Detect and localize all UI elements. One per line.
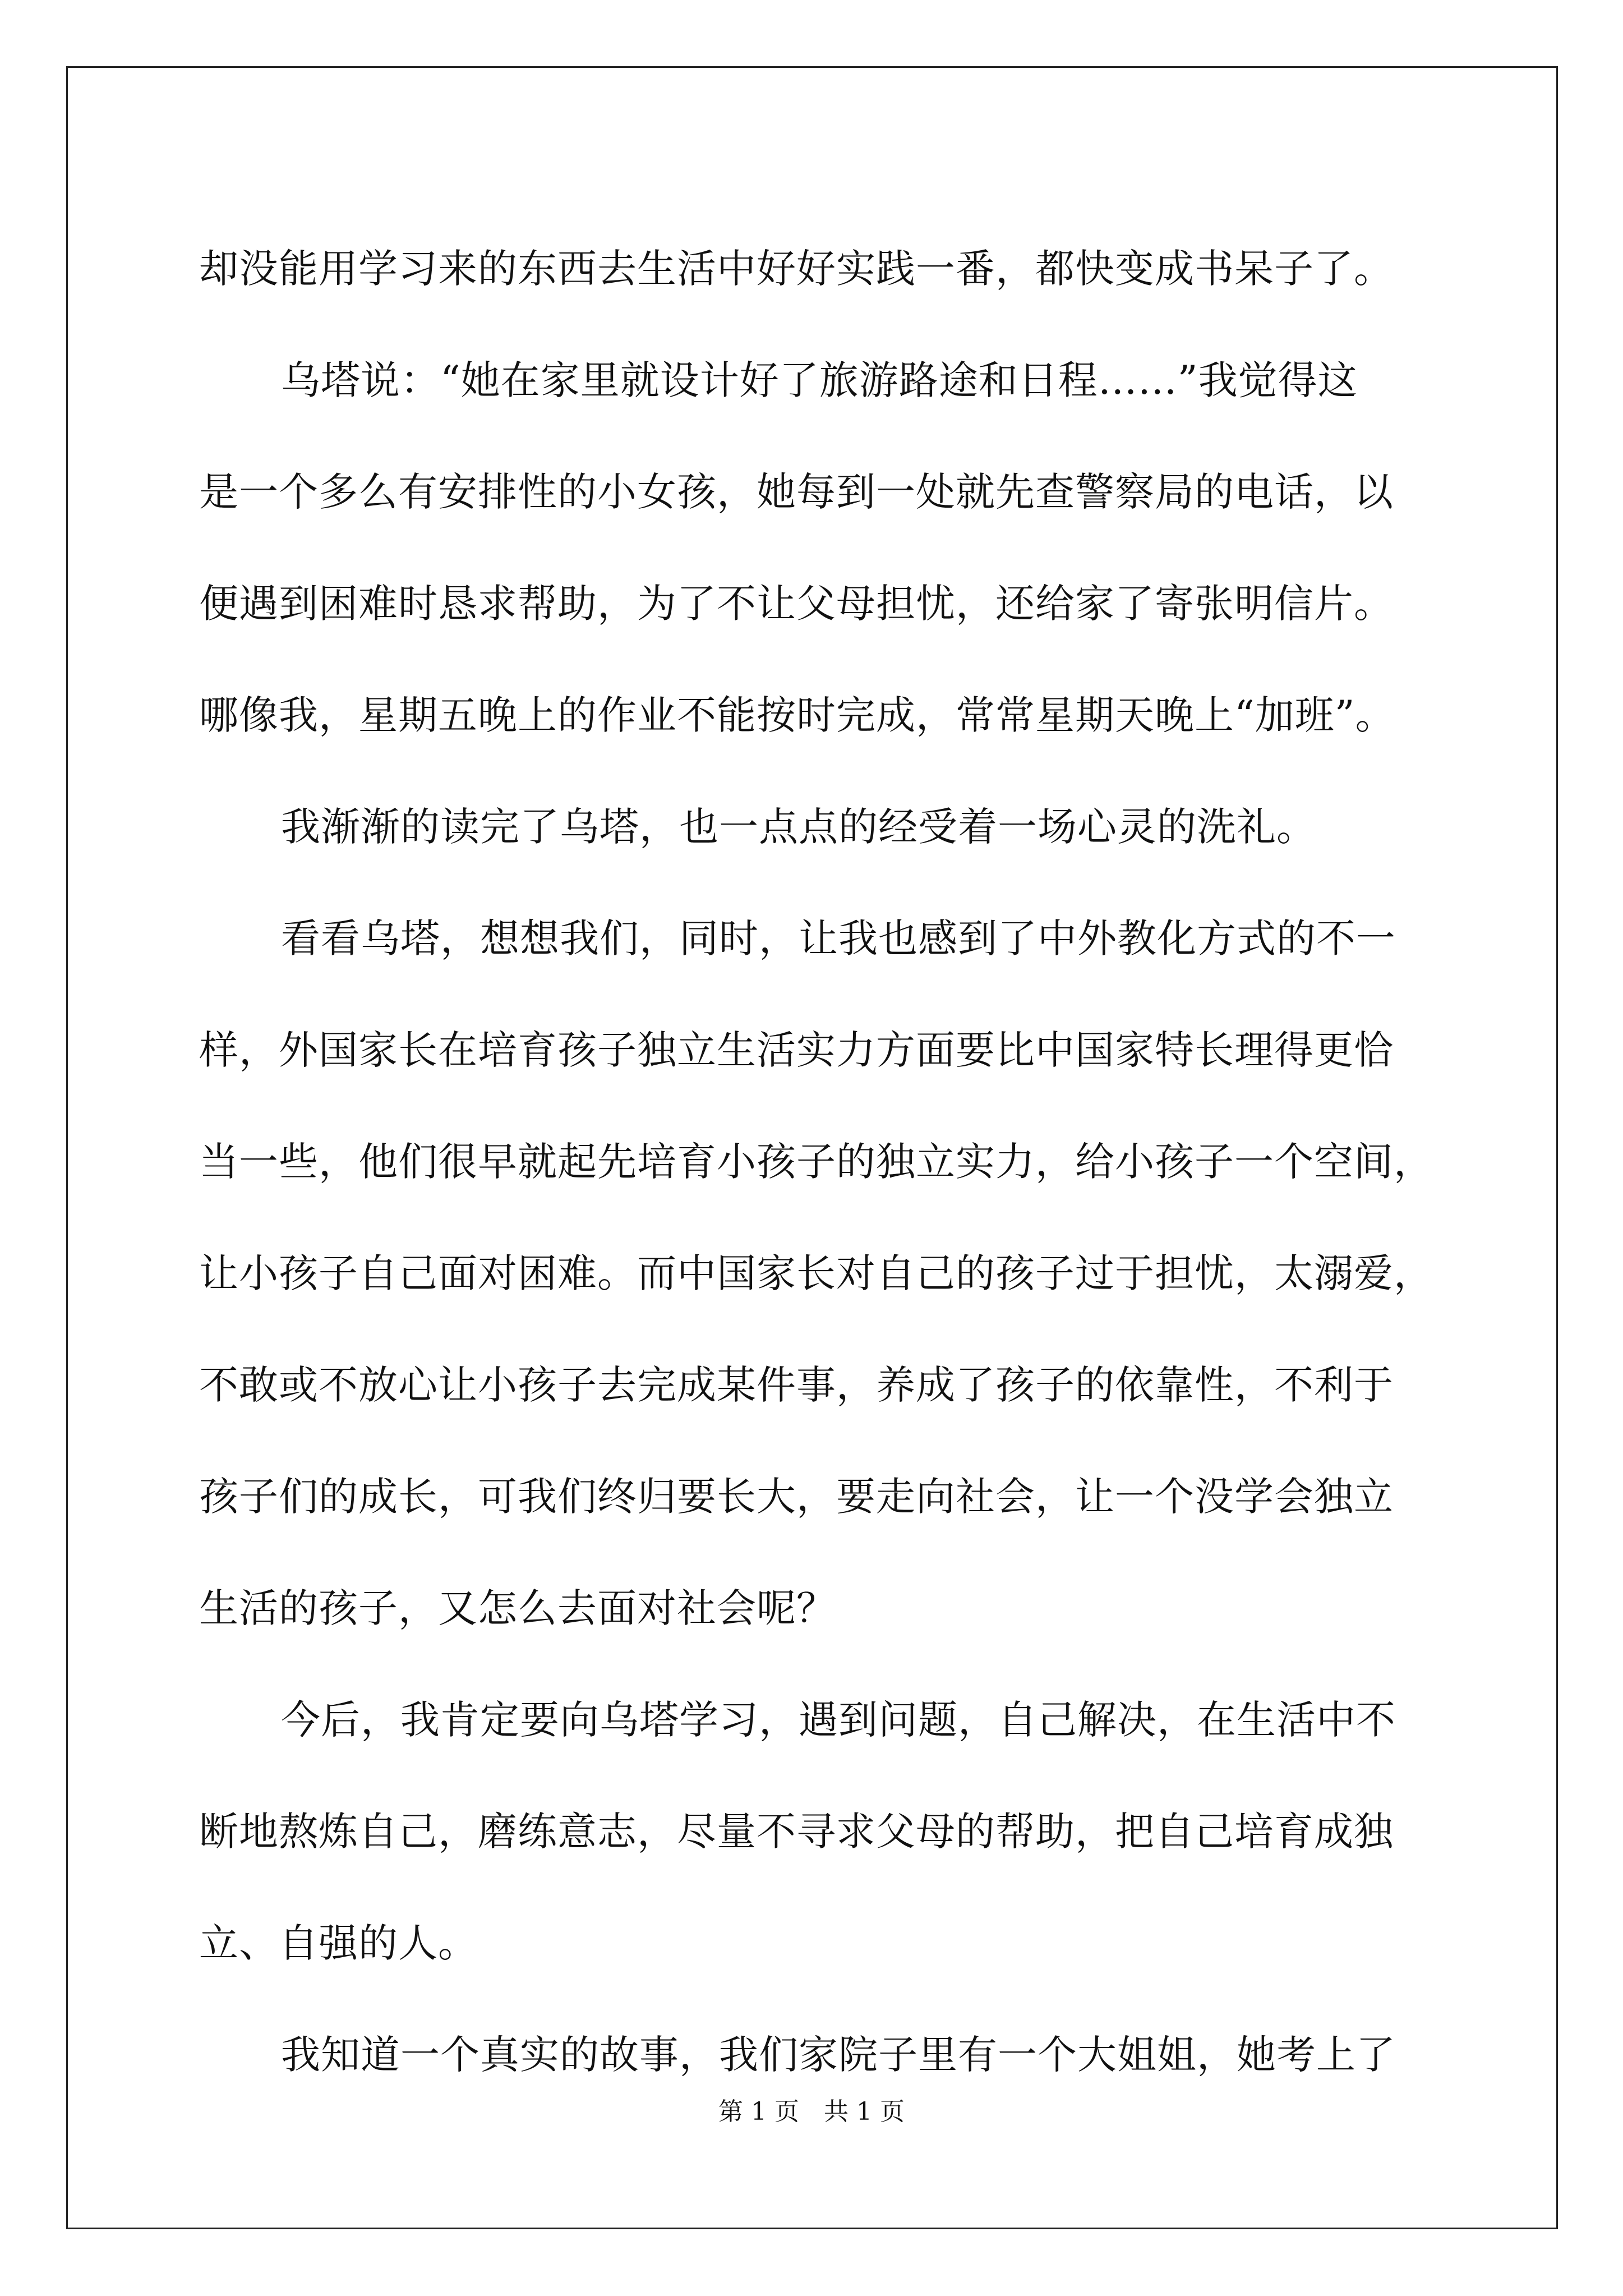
text-line: 便遇到困难时恳求帮助，为了不让父母担忧，还给家了寄张明信片。 (199, 581, 1394, 627)
text-line: 却没能用学习来的东西去生活中好好实践一番，都快变成书呆子了。 (199, 246, 1394, 292)
text-line: 哪像我，星期五晚上的作业不能按时完成，常常星期天晚上“加班”。 (199, 692, 1395, 738)
text-line: 样，外国家长在培育孩子独立生活实力方面要比中国家特长理得更恰 (199, 1027, 1394, 1073)
text-line: 今后，我肯定要向乌塔学习，遇到问题，自己解决，在生活中不 (281, 1697, 1396, 1743)
text-line: 看看乌塔，想想我们，同时，让我也感到了中外教化方式的不一 (281, 915, 1396, 961)
text-line: 断地熬炼自己，磨练意志，尽量不寻求父母的帮助，把自己培育成独 (199, 1809, 1394, 1855)
text-line: 让小孩子自己面对困难。而中国家长对自己的孩子过于担忧，太溺爱， (199, 1250, 1433, 1296)
text-line: 不敢或不放心让小孩子去完成某件事，养成了孩子的依靠性，不利于 (199, 1362, 1394, 1408)
text-line: 立、自强的人。 (199, 1920, 478, 1966)
text-line: 生活的孩子，又怎么去面对社会呢？ (199, 1585, 836, 1631)
text-line: 当一些，他们很早就起先培育小孩子的独立实力，给小孩子一个空间， (199, 1139, 1433, 1185)
page-footer: 第 1 页 共 1 页 (718, 2097, 905, 2126)
text-line: 是一个多么有安排性的小女孩，她每到一处就先查警察局的电话，以 (199, 469, 1394, 515)
text-line: 孩子们的成长，可我们终归要长大，要走向社会，让一个没学会独立 (199, 1474, 1394, 1520)
text-line: 乌塔说：“她在家里就设计好了旅游路途和日程……”我觉得这 (281, 357, 1358, 403)
text-line: 我渐渐的读完了乌塔，也一点点的经受着一场心灵的洗礼。 (281, 804, 1316, 850)
document-body (199, 213, 1433, 2111)
text-line: 我知道一个真实的故事，我们家院子里有一个大姐姐，她考上了 (281, 2032, 1396, 2078)
